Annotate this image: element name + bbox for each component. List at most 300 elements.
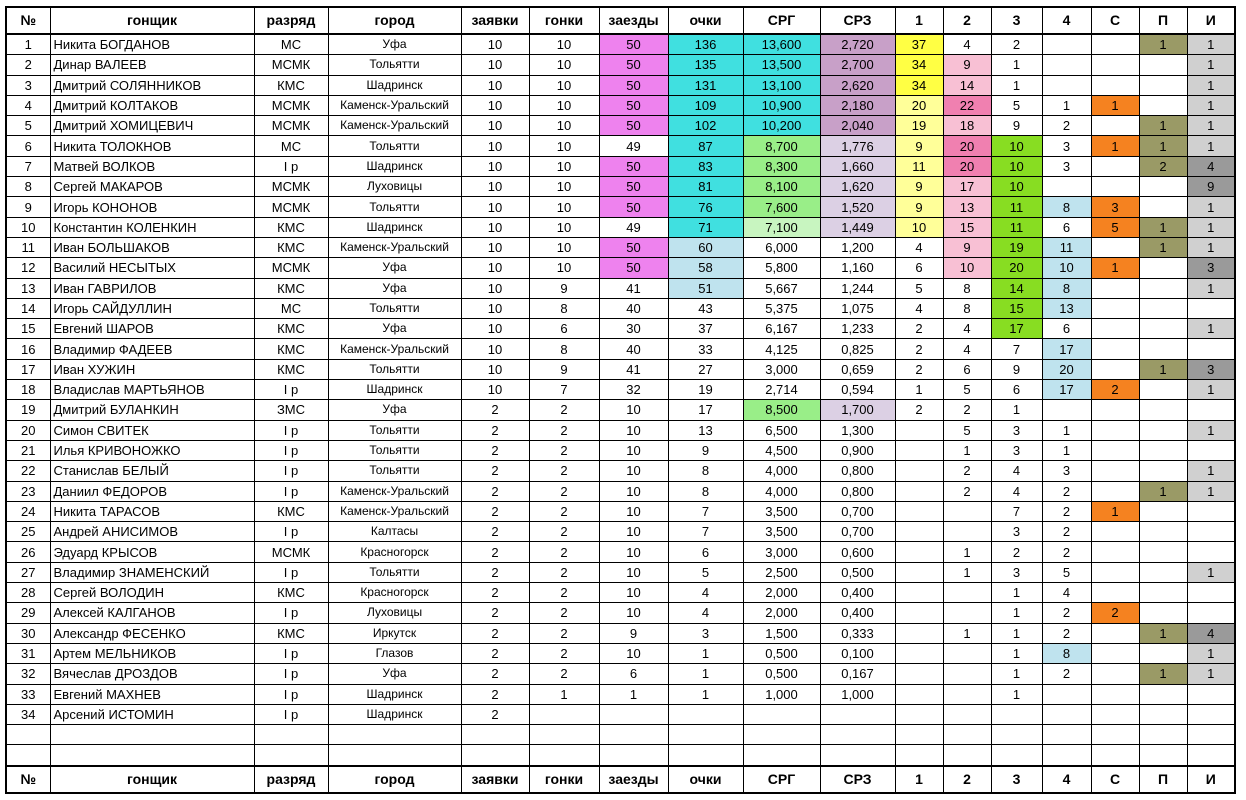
cell-rank: I р <box>254 643 328 663</box>
cell-c <box>1091 623 1139 643</box>
cell-avg-per-heat: 1,300 <box>820 420 895 440</box>
cell-p <box>1139 75 1187 95</box>
cell-place-1: 2 <box>895 359 943 379</box>
cell-c <box>1091 116 1139 136</box>
table-row <box>6 136 1235 156</box>
column-header-place-3: 3 <box>991 7 1042 34</box>
cell-number: 3 <box>6 75 50 95</box>
cell-avg-per-heat: 0,900 <box>820 440 895 460</box>
cell-avg-per-race <box>743 704 820 724</box>
cell-place-3: 4 <box>991 461 1042 481</box>
cell-place-3: 3 <box>991 522 1042 542</box>
cell-i: 1 <box>1187 197 1235 217</box>
cell-place-2 <box>943 583 991 603</box>
cell-avg-per-heat: 0,594 <box>820 380 895 400</box>
table-row <box>6 400 1235 420</box>
cell-racer: Дмитрий КОЛТАКОВ <box>50 95 254 115</box>
cell-p: 1 <box>1139 359 1187 379</box>
cell-avg-per-heat: 1,160 <box>820 258 895 278</box>
cell-c <box>1091 34 1139 55</box>
cell-place-2: 4 <box>943 339 991 359</box>
cell-points <box>668 704 743 724</box>
cell-avg-per-race: 6,167 <box>743 319 820 339</box>
cell-rank: I р <box>254 156 328 176</box>
cell-avg-per-heat: 0,800 <box>820 461 895 481</box>
cell-heats: 10 <box>599 440 668 460</box>
cell-points: 3 <box>668 623 743 643</box>
cell-c <box>1091 562 1139 582</box>
column-header-avg-per-heat: СРЗ <box>820 766 895 793</box>
cell-place-2 <box>943 704 991 724</box>
cell-races: 2 <box>529 623 599 643</box>
cell-rank: I р <box>254 461 328 481</box>
empty-cell <box>461 725 529 745</box>
cell-place-3: 10 <box>991 156 1042 176</box>
cell-number: 11 <box>6 237 50 257</box>
cell-races <box>529 704 599 724</box>
empty-row <box>6 725 1235 745</box>
cell-entries: 2 <box>461 562 529 582</box>
column-header-racer: гонщик <box>50 7 254 34</box>
cell-entries: 10 <box>461 75 529 95</box>
cell-avg-per-race: 4,000 <box>743 461 820 481</box>
empty-cell <box>1139 745 1187 766</box>
column-header-i: И <box>1187 7 1235 34</box>
cell-avg-per-heat: 1,075 <box>820 298 895 318</box>
cell-place-2: 6 <box>943 359 991 379</box>
cell-place-4 <box>1042 34 1091 55</box>
cell-place-3: 19 <box>991 237 1042 257</box>
cell-c <box>1091 237 1139 257</box>
cell-i: 1 <box>1187 34 1235 55</box>
cell-place-3: 3 <box>991 562 1042 582</box>
cell-rank: I р <box>254 420 328 440</box>
cell-place-4: 2 <box>1042 501 1091 521</box>
cell-place-2: 2 <box>943 400 991 420</box>
cell-place-4: 4 <box>1042 583 1091 603</box>
cell-place-4 <box>1042 704 1091 724</box>
cell-avg-per-race: 3,000 <box>743 359 820 379</box>
cell-place-3 <box>991 704 1042 724</box>
cell-city: Уфа <box>328 34 461 55</box>
cell-races: 10 <box>529 55 599 75</box>
cell-avg-per-heat: 0,800 <box>820 481 895 501</box>
table-row <box>6 75 1235 95</box>
empty-cell <box>991 725 1042 745</box>
cell-i: 1 <box>1187 380 1235 400</box>
cell-avg-per-race: 2,000 <box>743 603 820 623</box>
cell-city: Луховицы <box>328 603 461 623</box>
cell-entries: 10 <box>461 116 529 136</box>
column-header-entries: заявки <box>461 7 529 34</box>
cell-racer: Иван БОЛЬШАКОВ <box>50 237 254 257</box>
cell-entries: 2 <box>461 684 529 704</box>
table-row <box>6 116 1235 136</box>
cell-place-2: 15 <box>943 217 991 237</box>
cell-points: 8 <box>668 481 743 501</box>
cell-number: 23 <box>6 481 50 501</box>
empty-cell <box>461 745 529 766</box>
cell-entries: 10 <box>461 197 529 217</box>
cell-place-3: 14 <box>991 278 1042 298</box>
cell-p <box>1139 522 1187 542</box>
column-header-c: С <box>1091 766 1139 793</box>
column-header-racer: гонщик <box>50 766 254 793</box>
cell-i: 1 <box>1187 461 1235 481</box>
cell-points: 19 <box>668 380 743 400</box>
column-header-place-2: 2 <box>943 7 991 34</box>
cell-place-2: 1 <box>943 562 991 582</box>
cell-place-2 <box>943 643 991 663</box>
column-header-place-1: 1 <box>895 766 943 793</box>
table-row <box>6 461 1235 481</box>
table-row <box>6 156 1235 176</box>
cell-i: 4 <box>1187 156 1235 176</box>
cell-points: 83 <box>668 156 743 176</box>
cell-i <box>1187 684 1235 704</box>
cell-avg-per-race: 3,500 <box>743 522 820 542</box>
cell-city: Тольятти <box>328 298 461 318</box>
empty-cell <box>599 745 668 766</box>
cell-points: 7 <box>668 522 743 542</box>
cell-rank: ЗМС <box>254 400 328 420</box>
cell-number: 15 <box>6 319 50 339</box>
cell-races: 10 <box>529 75 599 95</box>
cell-p <box>1139 380 1187 400</box>
cell-entries: 10 <box>461 258 529 278</box>
cell-races: 10 <box>529 197 599 217</box>
cell-avg-per-heat: 0,167 <box>820 664 895 684</box>
cell-c: 3 <box>1091 197 1139 217</box>
cell-races: 2 <box>529 440 599 460</box>
table-row <box>6 420 1235 440</box>
cell-place-2: 9 <box>943 55 991 75</box>
cell-racer: Иван ХУЖИН <box>50 359 254 379</box>
cell-races: 2 <box>529 400 599 420</box>
cell-city: Тольятти <box>328 359 461 379</box>
cell-i: 4 <box>1187 623 1235 643</box>
cell-races: 2 <box>529 420 599 440</box>
cell-entries: 10 <box>461 278 529 298</box>
empty-cell <box>599 725 668 745</box>
cell-entries: 10 <box>461 359 529 379</box>
cell-racer: Евгений МАХНЕВ <box>50 684 254 704</box>
cell-avg-per-heat: 0,659 <box>820 359 895 379</box>
cell-i: 1 <box>1187 237 1235 257</box>
cell-rank: МСМК <box>254 542 328 562</box>
cell-c <box>1091 664 1139 684</box>
cell-i <box>1187 440 1235 460</box>
cell-avg-per-heat: 2,180 <box>820 95 895 115</box>
cell-city: Шадринск <box>328 704 461 724</box>
cell-place-4: 2 <box>1042 542 1091 562</box>
cell-races: 8 <box>529 339 599 359</box>
cell-p <box>1139 95 1187 115</box>
cell-racer: Иван ГАВРИЛОВ <box>50 278 254 298</box>
cell-p: 1 <box>1139 116 1187 136</box>
cell-rank: МСМК <box>254 95 328 115</box>
empty-cell <box>743 725 820 745</box>
cell-racer: Игорь КОНОНОВ <box>50 197 254 217</box>
cell-i <box>1187 501 1235 521</box>
cell-entries: 10 <box>461 95 529 115</box>
cell-rank: МСМК <box>254 197 328 217</box>
cell-avg-per-race: 1,000 <box>743 684 820 704</box>
cell-place-3: 10 <box>991 177 1042 197</box>
cell-number: 18 <box>6 380 50 400</box>
cell-avg-per-race: 3,000 <box>743 542 820 562</box>
cell-racer: Матвей ВОЛКОВ <box>50 156 254 176</box>
cell-place-2: 18 <box>943 116 991 136</box>
cell-entries: 10 <box>461 237 529 257</box>
cell-points: 58 <box>668 258 743 278</box>
column-header-number: № <box>6 7 50 34</box>
cell-c <box>1091 339 1139 359</box>
cell-place-1 <box>895 704 943 724</box>
cell-races: 2 <box>529 481 599 501</box>
cell-racer: Артем МЕЛЬНИКОВ <box>50 643 254 663</box>
cell-points: 87 <box>668 136 743 156</box>
cell-races: 10 <box>529 136 599 156</box>
cell-racer: Вячеслав ДРОЗДОВ <box>50 664 254 684</box>
cell-p <box>1139 177 1187 197</box>
cell-points: 71 <box>668 217 743 237</box>
cell-races: 10 <box>529 237 599 257</box>
cell-number: 27 <box>6 562 50 582</box>
cell-place-1 <box>895 583 943 603</box>
cell-p <box>1139 339 1187 359</box>
cell-rank: I р <box>254 440 328 460</box>
cell-place-1 <box>895 440 943 460</box>
cell-avg-per-heat: 2,040 <box>820 116 895 136</box>
cell-entries: 10 <box>461 380 529 400</box>
cell-points: 6 <box>668 542 743 562</box>
cell-number: 6 <box>6 136 50 156</box>
cell-place-2: 1 <box>943 623 991 643</box>
header-row <box>6 7 1235 34</box>
cell-c: 2 <box>1091 603 1139 623</box>
cell-races: 2 <box>529 522 599 542</box>
cell-place-3: 1 <box>991 583 1042 603</box>
cell-p: 1 <box>1139 34 1187 55</box>
cell-races: 10 <box>529 156 599 176</box>
cell-rank: КМС <box>254 237 328 257</box>
cell-place-4 <box>1042 400 1091 420</box>
cell-entries: 2 <box>461 501 529 521</box>
cell-races: 7 <box>529 380 599 400</box>
cell-racer: Владимир ФАДЕЕВ <box>50 339 254 359</box>
cell-p <box>1139 298 1187 318</box>
cell-city: Красногорск <box>328 583 461 603</box>
cell-city: Тольятти <box>328 136 461 156</box>
cell-place-1 <box>895 481 943 501</box>
cell-avg-per-race: 1,500 <box>743 623 820 643</box>
empty-cell <box>743 745 820 766</box>
cell-entries: 10 <box>461 55 529 75</box>
cell-number: 22 <box>6 461 50 481</box>
empty-cell <box>1187 725 1235 745</box>
cell-place-3: 1 <box>991 75 1042 95</box>
cell-city: Тольятти <box>328 420 461 440</box>
cell-entries: 10 <box>461 136 529 156</box>
cell-place-2: 10 <box>943 258 991 278</box>
cell-heats: 10 <box>599 400 668 420</box>
cell-place-4: 8 <box>1042 278 1091 298</box>
table-row <box>6 522 1235 542</box>
cell-avg-per-heat: 2,720 <box>820 34 895 55</box>
cell-races: 1 <box>529 684 599 704</box>
cell-place-3: 1 <box>991 664 1042 684</box>
cell-p <box>1139 583 1187 603</box>
cell-place-1 <box>895 623 943 643</box>
table-row <box>6 684 1235 704</box>
cell-place-1: 1 <box>895 380 943 400</box>
cell-place-1: 6 <box>895 258 943 278</box>
cell-number: 5 <box>6 116 50 136</box>
cell-place-3: 1 <box>991 400 1042 420</box>
table-row <box>6 258 1235 278</box>
cell-number: 33 <box>6 684 50 704</box>
cell-i <box>1187 400 1235 420</box>
cell-place-4: 2 <box>1042 623 1091 643</box>
cell-p <box>1139 643 1187 663</box>
column-header-place-4: 4 <box>1042 766 1091 793</box>
cell-racer: Евгений ШАРОВ <box>50 319 254 339</box>
footer-header-row <box>6 766 1235 793</box>
cell-p: 1 <box>1139 623 1187 643</box>
cell-heats: 40 <box>599 339 668 359</box>
cell-racer: Станислав БЕЛЫЙ <box>50 461 254 481</box>
cell-heats: 9 <box>599 623 668 643</box>
cell-points: 135 <box>668 55 743 75</box>
standings-table <box>5 6 1236 794</box>
cell-place-2: 14 <box>943 75 991 95</box>
table-row <box>6 95 1235 115</box>
cell-place-3: 17 <box>991 319 1042 339</box>
cell-points: 60 <box>668 237 743 257</box>
cell-city: Шадринск <box>328 684 461 704</box>
cell-avg-per-heat: 1,700 <box>820 400 895 420</box>
cell-place-2 <box>943 684 991 704</box>
cell-c: 1 <box>1091 95 1139 115</box>
cell-place-1: 9 <box>895 136 943 156</box>
cell-i: 1 <box>1187 319 1235 339</box>
cell-rank: КМС <box>254 339 328 359</box>
cell-number: 28 <box>6 583 50 603</box>
cell-racer: Симон СВИТЕК <box>50 420 254 440</box>
cell-points: 9 <box>668 440 743 460</box>
cell-points: 136 <box>668 34 743 55</box>
cell-number: 32 <box>6 664 50 684</box>
table-row <box>6 562 1235 582</box>
cell-place-4: 5 <box>1042 562 1091 582</box>
cell-place-3: 6 <box>991 380 1042 400</box>
cell-p <box>1139 258 1187 278</box>
cell-races: 2 <box>529 501 599 521</box>
cell-i: 3 <box>1187 258 1235 278</box>
empty-cell <box>1042 745 1091 766</box>
cell-points: 8 <box>668 461 743 481</box>
cell-heats: 50 <box>599 75 668 95</box>
cell-heats: 50 <box>599 258 668 278</box>
table-row <box>6 177 1235 197</box>
cell-place-1: 11 <box>895 156 943 176</box>
cell-avg-per-heat: 0,700 <box>820 501 895 521</box>
cell-i: 1 <box>1187 278 1235 298</box>
cell-rank: I р <box>254 481 328 501</box>
cell-avg-per-heat <box>820 704 895 724</box>
cell-p: 2 <box>1139 156 1187 176</box>
cell-avg-per-race: 13,500 <box>743 55 820 75</box>
cell-heats: 32 <box>599 380 668 400</box>
cell-avg-per-race: 7,600 <box>743 197 820 217</box>
cell-place-3: 15 <box>991 298 1042 318</box>
cell-entries: 2 <box>461 603 529 623</box>
cell-p: 1 <box>1139 481 1187 501</box>
column-header-c: С <box>1091 7 1139 34</box>
cell-races: 10 <box>529 34 599 55</box>
cell-city: Тольятти <box>328 197 461 217</box>
cell-city: Уфа <box>328 258 461 278</box>
cell-number: 19 <box>6 400 50 420</box>
cell-place-3: 11 <box>991 217 1042 237</box>
column-header-rank: разряд <box>254 766 328 793</box>
cell-heats: 10 <box>599 461 668 481</box>
column-header-races: гонки <box>529 7 599 34</box>
cell-p <box>1139 501 1187 521</box>
cell-heats: 1 <box>599 684 668 704</box>
cell-number: 2 <box>6 55 50 75</box>
cell-heats: 41 <box>599 278 668 298</box>
cell-avg-per-heat: 1,233 <box>820 319 895 339</box>
cell-racer: Игорь САЙДУЛЛИН <box>50 298 254 318</box>
cell-rank: I р <box>254 704 328 724</box>
column-header-place-1: 1 <box>895 7 943 34</box>
empty-cell <box>328 725 461 745</box>
table-row <box>6 643 1235 663</box>
cell-i <box>1187 704 1235 724</box>
cell-points: 17 <box>668 400 743 420</box>
cell-p <box>1139 542 1187 562</box>
cell-p <box>1139 603 1187 623</box>
cell-races: 2 <box>529 643 599 663</box>
cell-place-2: 5 <box>943 420 991 440</box>
column-header-i: И <box>1187 766 1235 793</box>
cell-city: Тольятти <box>328 562 461 582</box>
empty-cell <box>50 725 254 745</box>
cell-city: Уфа <box>328 664 461 684</box>
cell-place-4: 2 <box>1042 481 1091 501</box>
cell-number: 16 <box>6 339 50 359</box>
cell-place-2 <box>943 603 991 623</box>
cell-avg-per-race: 5,667 <box>743 278 820 298</box>
cell-entries: 10 <box>461 298 529 318</box>
cell-heats: 49 <box>599 217 668 237</box>
cell-entries: 10 <box>461 34 529 55</box>
cell-rank: I р <box>254 380 328 400</box>
cell-entries: 2 <box>461 542 529 562</box>
empty-cell <box>328 745 461 766</box>
cell-points: 1 <box>668 684 743 704</box>
cell-c <box>1091 481 1139 501</box>
table-row <box>6 217 1235 237</box>
cell-place-1 <box>895 501 943 521</box>
cell-avg-per-race: 0,500 <box>743 643 820 663</box>
cell-place-3: 4 <box>991 481 1042 501</box>
cell-heats: 50 <box>599 197 668 217</box>
cell-place-4: 3 <box>1042 156 1091 176</box>
cell-place-4: 2 <box>1042 664 1091 684</box>
